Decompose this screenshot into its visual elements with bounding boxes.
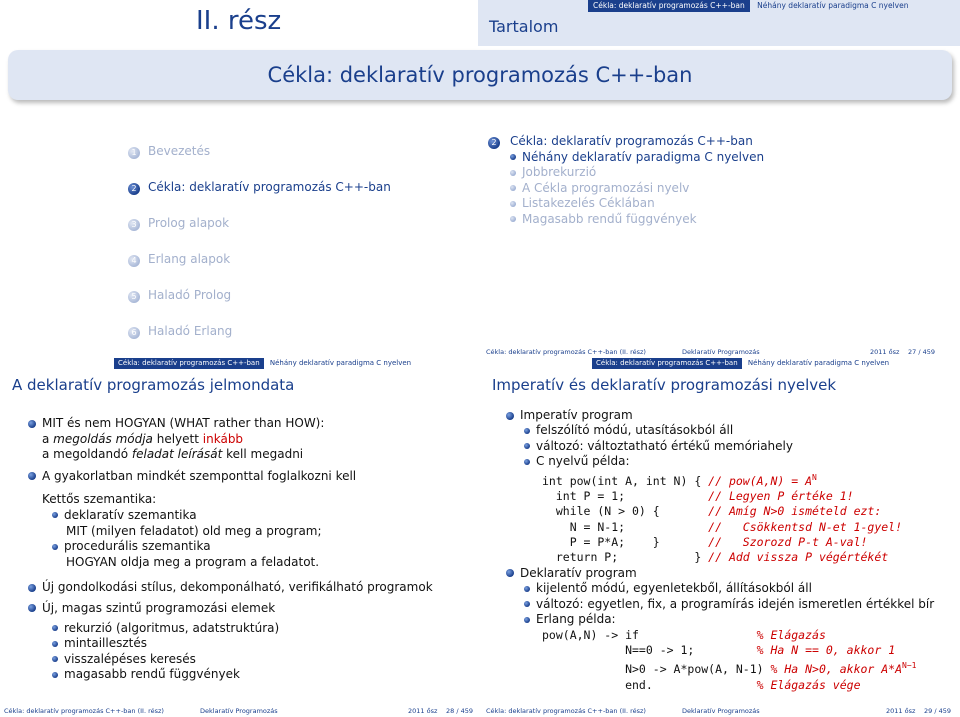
sub-entry[interactable]: Néhány deklaratív paradigma C nyelven	[510, 150, 764, 166]
nav-active[interactable]: Cékla: deklaratív programozás C++-ban	[592, 358, 742, 369]
toc-item[interactable]: 2 Cékla: deklaratív programozás C++-ban	[128, 180, 391, 216]
nav-active[interactable]: Cékla: deklaratív programozás C++-ban	[588, 0, 750, 12]
slide-2-footer: Cékla: deklaratív programozás C++-ban (II. rész) Deklaratív Programozás 2011 ősz 27 / 459	[486, 348, 935, 356]
nav-active[interactable]: Cékla: deklaratív programozás C++-ban	[114, 358, 264, 369]
slide-4-body: Imperatív program felszólító módú, utasításokból áll változó: változtatható értékű memóriahely C nyelvű példa: int pow(int A, int N) { // $pow(A,N) = A^N$ int P = 1; // Legyen P értéke 1! while (N > 0) { // Amíg N>0 ismételd ezt: N = N-1; // Csökkentsd N-et 1-gyel! P = P*A; } // Szorozd P-t A-val! return P; } // Add vissza P végértékét Deklaratív program kijelentő módú, egyenletekből, állításokból áll változó: egyetlen, fix, a programírás idején ismeretlen értékkel bír Erlang példa: pow(A,N) -> if % Elágazás N==0 -> 1; % Ha N == 0, akkor 1 N>0 -> A*pow(A, N-1) % Ha N>0, akkor $A*A^{N-1}$ end. % Elágazás vége	[506, 408, 934, 693]
toc-left	[128, 144, 391, 360]
section-heading: II. rész	[196, 6, 282, 36]
section-entry[interactable]: 2 Cékla: deklaratív programozás C++-ban	[488, 134, 764, 150]
slide-4	[482, 358, 960, 717]
toc-item[interactable]: 3 Prolog alapok	[128, 216, 391, 252]
slide-1-nav	[588, 0, 960, 12]
toc-item[interactable]: 6 Haladó Erlang	[128, 324, 391, 360]
sub-entry[interactable]: A Cékla programozási nyelv	[510, 181, 764, 197]
slide-4-footer: Cékla: deklaratív programozás C++-ban (II. rész) Deklaratív Programozás 2011 ősz 29 / 459	[486, 707, 951, 715]
sub-entry[interactable]: Magasabb rendű függvények	[510, 212, 764, 228]
nav-sub[interactable]: Néhány deklaratív paradigma C nyelven	[269, 359, 412, 367]
slide-3-nav	[114, 358, 415, 369]
slide-2	[0, 118, 960, 358]
slide-3-title: A deklaratív programozás jelmondata	[12, 376, 295, 394]
contents-tab-label[interactable]: Tartalom	[489, 17, 559, 36]
slide-3-footer: Cékla: deklaratív programozás C++-ban (II. rész) Deklaratív Programozás 2011 ősz 28 / 459	[4, 707, 473, 715]
title-box	[8, 50, 952, 100]
slide-3	[0, 358, 480, 717]
toc-item[interactable]: 5 Haladó Prolog	[128, 288, 391, 324]
sub-entry[interactable]: Jobbrekurzió	[510, 165, 764, 181]
nav-sub[interactable]: Néhány deklaratív paradigma C nyelven	[757, 1, 909, 10]
toc-item[interactable]: 4 Erlang alapok	[128, 252, 391, 288]
slide-3-body: MIT és nem HOGYAN (WHAT rather than HOW): a megoldás módja helyett inkább a megoldandó feladat leírását kell megadni A gyakorlatban mindkét szemponttal foglalkozni kell Kettős szemantika: deklaratív szemantika MIT (milyen feladatot) old meg a program; procedurális szemantika HOGYAN oldja meg a program a feladatot. Új gondolkodási stílus, dekomponálható, verifikálható programok Új, magas szintű programozási elemek rekurzió (algoritmus, adatstruktúra) mintaillesztés visszalépéses keresés magasabb rendű függvények	[28, 416, 433, 683]
toc-right	[488, 134, 764, 227]
slide-4-title: Imperatív és deklaratív programozási nyelvek	[492, 376, 837, 394]
title-text: Cékla: deklaratív programozás C++-ban	[267, 63, 693, 87]
nav-sub[interactable]: Néhány deklaratív paradigma C nyelven	[747, 359, 890, 367]
slide-4-nav	[592, 358, 893, 369]
toc-item[interactable]: 1 Bevezetés	[128, 144, 391, 180]
c-code-block: int pow(int A, int N) { // $pow(A,N) = A^N$ int P = 1; // Legyen P értéke 1! while (N > 0) { // Amíg N>0 ismételd ezt: N = N-1; // Csökkentsd N-et 1-gyel! P = P*A; } // Szorozd P-t A-val! return P; } // Add vissza P végértékét	[542, 472, 903, 565]
erlang-code-block: pow(A,N) -> if % Elágazás N==0 -> 1; % Ha N == 0, akkor 1 N>0 -> A*pow(A, N-1) % Ha N>0, akkor $A*A^{N-1}$ end. % Elágazás vége	[542, 627, 917, 692]
sub-entry[interactable]: Listakezelés Céklában	[510, 196, 764, 212]
